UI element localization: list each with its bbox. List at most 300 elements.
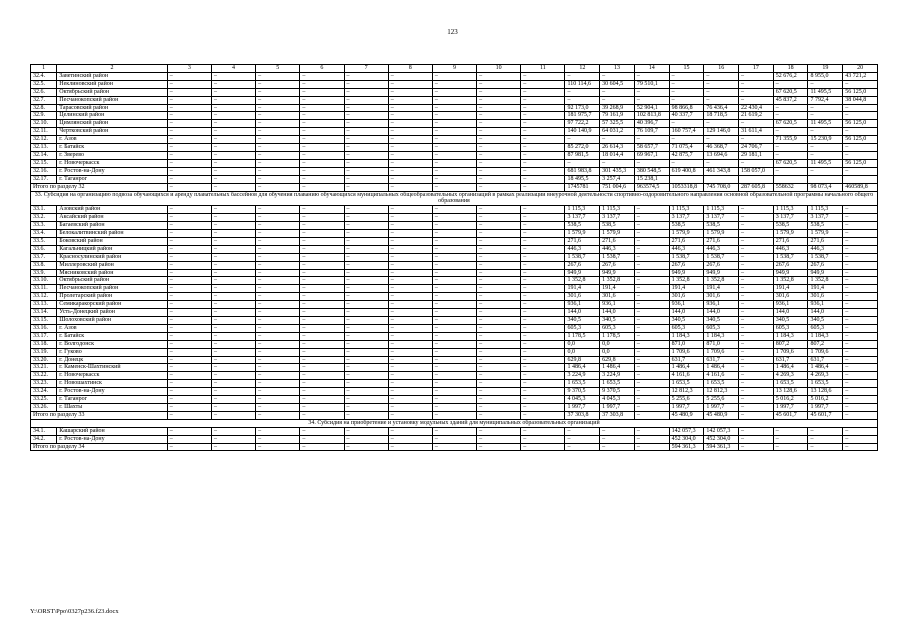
value-cell: 1 352,8	[600, 277, 635, 285]
value-cell: –	[808, 104, 843, 112]
value-cell: –	[256, 136, 300, 144]
value-cell: –	[843, 388, 878, 396]
value-cell: –	[344, 324, 388, 332]
value-cell: 271,6	[669, 237, 704, 245]
value-cell: 97 722,2	[565, 120, 600, 128]
value-cell: 631,7	[704, 356, 739, 364]
value-cell: –	[167, 332, 211, 340]
value-cell: –	[808, 144, 843, 152]
value-cell: 1 653,5	[808, 380, 843, 388]
table-row	[31, 159, 878, 167]
value-cell: 538,5	[808, 222, 843, 230]
value-cell: –	[739, 435, 774, 443]
value-cell: –	[167, 214, 211, 222]
value-cell: 936,1	[808, 301, 843, 309]
value-cell: 340,5	[773, 317, 808, 325]
value-cell: –	[521, 175, 565, 183]
row-code: 33.6.	[31, 245, 57, 253]
value-cell: 1 115,3	[704, 206, 739, 214]
column-number: 7	[344, 65, 388, 73]
table-row	[31, 340, 878, 348]
value-cell: 191,4	[600, 285, 635, 293]
value-cell: 1 184,3	[669, 332, 704, 340]
value-cell: –	[388, 396, 432, 404]
value-cell: –	[344, 175, 388, 183]
value-cell: –	[344, 427, 388, 435]
value-cell: –	[388, 96, 432, 104]
value-cell: –	[739, 269, 774, 277]
value-cell: –	[634, 380, 669, 388]
value-cell: –	[843, 277, 878, 285]
value-cell: –	[432, 364, 476, 372]
value-cell: –	[808, 435, 843, 443]
value-cell: –	[521, 356, 565, 364]
value-cell: –	[256, 222, 300, 230]
value-cell: –	[843, 237, 878, 245]
value-cell: –	[211, 96, 255, 104]
row-code: 33.2.	[31, 214, 57, 222]
page-number: 123	[447, 28, 458, 36]
value-cell: –	[704, 72, 739, 80]
row-name: Пролетарский район	[57, 293, 167, 301]
value-cell: –	[477, 403, 521, 411]
column-number: 5	[256, 65, 300, 73]
value-cell: 446,3	[600, 245, 635, 253]
value-cell: –	[432, 253, 476, 261]
value-cell: –	[388, 230, 432, 238]
value-cell: –	[600, 159, 635, 167]
value-cell: 1 486,4	[704, 364, 739, 372]
value-cell: –	[300, 364, 344, 372]
value-cell: –	[843, 403, 878, 411]
value-cell: 29 181,1	[739, 151, 774, 159]
value-cell: –	[211, 80, 255, 88]
value-cell: –	[634, 364, 669, 372]
value-cell: 129 146,0	[704, 128, 739, 136]
value-cell: –	[634, 301, 669, 309]
value-cell: –	[300, 167, 344, 175]
value-cell: –	[256, 435, 300, 443]
value-cell: –	[167, 427, 211, 435]
value-cell: –	[256, 72, 300, 80]
value-cell: –	[704, 96, 739, 104]
value-cell: –	[634, 269, 669, 277]
value-cell: –	[211, 230, 255, 238]
row-code: 33.3.	[31, 222, 57, 230]
table-row	[31, 411, 878, 419]
value-cell: 936,1	[565, 301, 600, 309]
row-code: 33.4.	[31, 230, 57, 238]
value-cell: –	[477, 183, 521, 191]
value-cell: 0,0	[565, 348, 600, 356]
value-cell: –	[344, 435, 388, 443]
value-cell: –	[843, 340, 878, 348]
value-cell: –	[600, 72, 635, 80]
value-cell: –	[300, 245, 344, 253]
value-cell: 267,6	[704, 261, 739, 269]
row-code: 33.5.	[31, 237, 57, 245]
value-cell: –	[300, 253, 344, 261]
value-cell: –	[477, 159, 521, 167]
value-cell: –	[211, 269, 255, 277]
value-cell: 949,9	[565, 269, 600, 277]
value-cell: 1 115,3	[600, 206, 635, 214]
value-cell: –	[521, 261, 565, 269]
value-cell: 1 579,9	[808, 230, 843, 238]
value-cell: –	[843, 206, 878, 214]
value-cell: –	[739, 332, 774, 340]
value-cell: –	[739, 72, 774, 80]
value-cell: 605,3	[669, 324, 704, 332]
value-cell: –	[477, 411, 521, 419]
row-name: Кагальницкий район	[57, 245, 167, 253]
value-cell: –	[388, 261, 432, 269]
row-name: Азовский район	[57, 206, 167, 214]
value-cell: –	[344, 340, 388, 348]
value-cell: –	[739, 364, 774, 372]
value-cell: –	[211, 348, 255, 356]
value-cell: –	[808, 443, 843, 451]
value-cell: 79 510,1	[634, 80, 669, 88]
value-cell: 102 813,8	[634, 112, 669, 120]
value-cell: –	[739, 317, 774, 325]
value-cell: –	[344, 72, 388, 80]
value-cell: –	[167, 277, 211, 285]
value-cell: 79 161,9	[600, 112, 635, 120]
value-cell: –	[432, 403, 476, 411]
value-cell: –	[843, 151, 878, 159]
row-code: 32.10.	[31, 120, 57, 128]
value-cell: –	[521, 388, 565, 396]
value-cell: –	[211, 120, 255, 128]
row-name: г. Каменск-Шахтинский	[57, 364, 167, 372]
value-cell: –	[432, 72, 476, 80]
value-cell: 631,7	[669, 356, 704, 364]
value-cell: –	[843, 128, 878, 136]
value-cell: –	[634, 214, 669, 222]
value-cell: 1 538,7	[600, 253, 635, 261]
row-name: г. Зверево	[57, 151, 167, 159]
column-number: 1	[31, 65, 57, 73]
value-cell: 1 709,6	[808, 348, 843, 356]
value-cell: –	[634, 72, 669, 80]
value-cell	[808, 175, 843, 183]
value-cell: –	[256, 214, 300, 222]
value-cell: 1 115,3	[669, 206, 704, 214]
value-cell: –	[256, 245, 300, 253]
value-cell: –	[739, 277, 774, 285]
value-cell: 301,6	[565, 293, 600, 301]
value-cell: –	[521, 72, 565, 80]
value-cell: –	[843, 245, 878, 253]
value-cell: –	[634, 388, 669, 396]
value-cell: 76 436,4	[704, 104, 739, 112]
value-cell: –	[432, 237, 476, 245]
value-cell: –	[256, 372, 300, 380]
value-cell: –	[669, 88, 704, 96]
value-cell: –	[477, 175, 521, 183]
value-cell: 3 224,9	[600, 372, 635, 380]
column-number: 10	[477, 65, 521, 73]
value-cell: –	[344, 214, 388, 222]
value-cell: –	[167, 120, 211, 128]
value-cell: –	[477, 206, 521, 214]
value-cell: 807,2	[773, 340, 808, 348]
value-cell: 605,3	[600, 324, 635, 332]
value-cell: 40 396,7	[634, 120, 669, 128]
value-cell: –	[477, 230, 521, 238]
value-cell: –	[167, 435, 211, 443]
value-cell: 26 614,3	[600, 144, 635, 152]
value-cell: 538,5	[773, 222, 808, 230]
value-cell: 1 178,5	[565, 332, 600, 340]
value-cell: 71 355,9	[773, 136, 808, 144]
value-cell: 110 114,6	[565, 80, 600, 88]
value-cell: –	[521, 293, 565, 301]
value-cell: 340,5	[565, 317, 600, 325]
value-cell: 538,5	[704, 222, 739, 230]
value-cell: –	[432, 261, 476, 269]
value-cell: 605,3	[565, 324, 600, 332]
value-cell: –	[739, 230, 774, 238]
value-cell: 301,6	[600, 293, 635, 301]
value-cell: –	[843, 301, 878, 309]
value-cell: 56 125,0	[843, 88, 878, 96]
value-cell: –	[634, 253, 669, 261]
value-cell: 67 620,5	[773, 120, 808, 128]
value-cell: 949,9	[600, 269, 635, 277]
value-cell: –	[344, 120, 388, 128]
table-row	[31, 348, 878, 356]
value-cell: 446,3	[704, 245, 739, 253]
row-code: 32.11.	[31, 128, 57, 136]
value-cell: –	[256, 301, 300, 309]
value-cell: –	[256, 175, 300, 183]
value-cell: 45 601,7	[773, 411, 808, 419]
row-name: г. Ростов-на-Дону	[57, 167, 167, 175]
row-name: г. Таганрог	[57, 396, 167, 404]
value-cell: –	[388, 317, 432, 325]
value-cell: 11 495,5	[808, 159, 843, 167]
value-cell: –	[344, 88, 388, 96]
value-cell: –	[211, 88, 255, 96]
value-cell: –	[521, 96, 565, 104]
value-cell: –	[211, 388, 255, 396]
value-cell: 191,4	[704, 285, 739, 293]
value-cell: 287 605,8	[739, 183, 774, 191]
value-cell: –	[300, 80, 344, 88]
value-cell: –	[432, 112, 476, 120]
value-cell: –	[565, 443, 600, 451]
value-cell: –	[739, 324, 774, 332]
value-cell: –	[167, 372, 211, 380]
value-cell: –	[634, 372, 669, 380]
value-cell: –	[256, 356, 300, 364]
value-cell: –	[388, 293, 432, 301]
value-cell: –	[521, 380, 565, 388]
row-code: 32.7.	[31, 96, 57, 104]
row-code: 32.4.	[31, 72, 57, 80]
table-row	[31, 324, 878, 332]
value-cell: –	[211, 285, 255, 293]
value-cell: –	[256, 332, 300, 340]
value-cell: –	[256, 96, 300, 104]
value-cell: –	[388, 443, 432, 451]
value-cell: –	[521, 128, 565, 136]
value-cell: –	[634, 403, 669, 411]
value-cell: –	[432, 340, 476, 348]
value-cell: –	[211, 144, 255, 152]
value-cell: –	[521, 324, 565, 332]
value-cell: 605,3	[704, 324, 739, 332]
value-cell: –	[300, 88, 344, 96]
value-cell: 1 115,3	[565, 206, 600, 214]
value-cell: –	[739, 136, 774, 144]
value-cell: –	[477, 340, 521, 348]
value-cell: 1 352,8	[704, 277, 739, 285]
value-cell: –	[477, 388, 521, 396]
table-row	[31, 88, 878, 96]
value-cell: –	[739, 443, 774, 451]
value-cell: –	[432, 332, 476, 340]
value-cell: –	[256, 396, 300, 404]
value-cell: 45 480,9	[704, 411, 739, 419]
value-cell: –	[739, 120, 774, 128]
value-cell: –	[211, 301, 255, 309]
table-row	[31, 396, 878, 404]
value-cell: –	[388, 175, 432, 183]
value-cell: 13 128,6	[808, 388, 843, 396]
value-cell: –	[477, 380, 521, 388]
value-cell: –	[388, 167, 432, 175]
value-cell: –	[634, 222, 669, 230]
value-cell: –	[256, 206, 300, 214]
value-cell: –	[211, 293, 255, 301]
row-code: 32.8.	[31, 104, 57, 112]
value-cell: –	[388, 159, 432, 167]
row-name: Миллеровский район	[57, 261, 167, 269]
value-cell: –	[167, 443, 211, 451]
value-cell: –	[256, 443, 300, 451]
value-cell: 452 304,0	[704, 435, 739, 443]
row-code: 33.25.	[31, 396, 57, 404]
value-cell: –	[477, 245, 521, 253]
value-cell: –	[388, 388, 432, 396]
row-name: г. Ростов-на-Дону	[57, 388, 167, 396]
value-cell: 3 137,7	[808, 214, 843, 222]
value-cell: 31 611,4	[739, 128, 774, 136]
value-cell: –	[634, 309, 669, 317]
value-cell: –	[739, 96, 774, 104]
value-cell: –	[843, 396, 878, 404]
value-cell: 751 004,6	[600, 183, 635, 191]
column-number: 13	[600, 65, 635, 73]
value-cell: 1053318,8	[669, 183, 704, 191]
value-cell: 267,6	[600, 261, 635, 269]
value-cell: –	[167, 403, 211, 411]
value-cell: 949,9	[773, 269, 808, 277]
row-code: 33.15.	[31, 317, 57, 325]
table-row	[31, 104, 878, 112]
value-cell: –	[739, 340, 774, 348]
value-cell: –	[300, 309, 344, 317]
value-cell: –	[521, 332, 565, 340]
value-cell: 30 604,5	[600, 80, 635, 88]
value-cell: –	[167, 388, 211, 396]
value-cell: –	[344, 411, 388, 419]
column-number: 11	[521, 65, 565, 73]
value-cell: –	[843, 269, 878, 277]
row-code: 33.9.	[31, 269, 57, 277]
value-cell: 52 676,2	[773, 72, 808, 80]
value-cell: –	[300, 396, 344, 404]
value-cell: –	[477, 112, 521, 120]
value-cell: 3 257,4	[600, 175, 635, 183]
value-cell: –	[634, 348, 669, 356]
value-cell: 56 125,0	[843, 159, 878, 167]
row-code: 32.15.	[31, 159, 57, 167]
section-heading-row	[31, 191, 878, 206]
value-cell: –	[388, 285, 432, 293]
value-cell: –	[432, 222, 476, 230]
value-cell: –	[211, 309, 255, 317]
value-cell: –	[167, 96, 211, 104]
value-cell: 3 137,7	[773, 214, 808, 222]
table-row	[31, 364, 878, 372]
value-cell: –	[167, 356, 211, 364]
column-number: 6	[300, 65, 344, 73]
value-cell: –	[634, 317, 669, 325]
value-cell: –	[344, 388, 388, 396]
value-cell: –	[300, 269, 344, 277]
value-cell: 871,0	[704, 340, 739, 348]
value-cell: –	[634, 96, 669, 104]
value-cell: –	[521, 317, 565, 325]
value-cell: 1 997,7	[565, 403, 600, 411]
column-number: 19	[808, 65, 843, 73]
value-cell: 142 057,3	[669, 427, 704, 435]
value-cell: –	[344, 245, 388, 253]
value-cell: –	[843, 443, 878, 451]
table-row	[31, 277, 878, 285]
value-cell: –	[565, 136, 600, 144]
value-cell: 1 653,5	[565, 380, 600, 388]
value-cell: –	[739, 372, 774, 380]
value-cell: –	[521, 183, 565, 191]
table-row	[31, 245, 878, 253]
value-cell: –	[432, 301, 476, 309]
value-cell: –	[167, 112, 211, 120]
table-row	[31, 317, 878, 325]
table-row	[31, 261, 878, 269]
value-cell: –	[432, 324, 476, 332]
value-cell: –	[477, 136, 521, 144]
table-row	[31, 372, 878, 380]
value-cell: –	[477, 96, 521, 104]
row-code: 34.2.	[31, 435, 57, 443]
value-cell: –	[211, 372, 255, 380]
value-cell: –	[521, 435, 565, 443]
value-cell: –	[388, 183, 432, 191]
value-cell: –	[477, 144, 521, 152]
row-name: г. Волгодонск	[57, 340, 167, 348]
column-number: 4	[211, 65, 255, 73]
value-cell: –	[521, 443, 565, 451]
value-cell: –	[167, 88, 211, 96]
value-cell: –	[211, 222, 255, 230]
total-label: Итого по разделу 33	[31, 411, 168, 419]
value-cell: 8 955,0	[808, 72, 843, 80]
